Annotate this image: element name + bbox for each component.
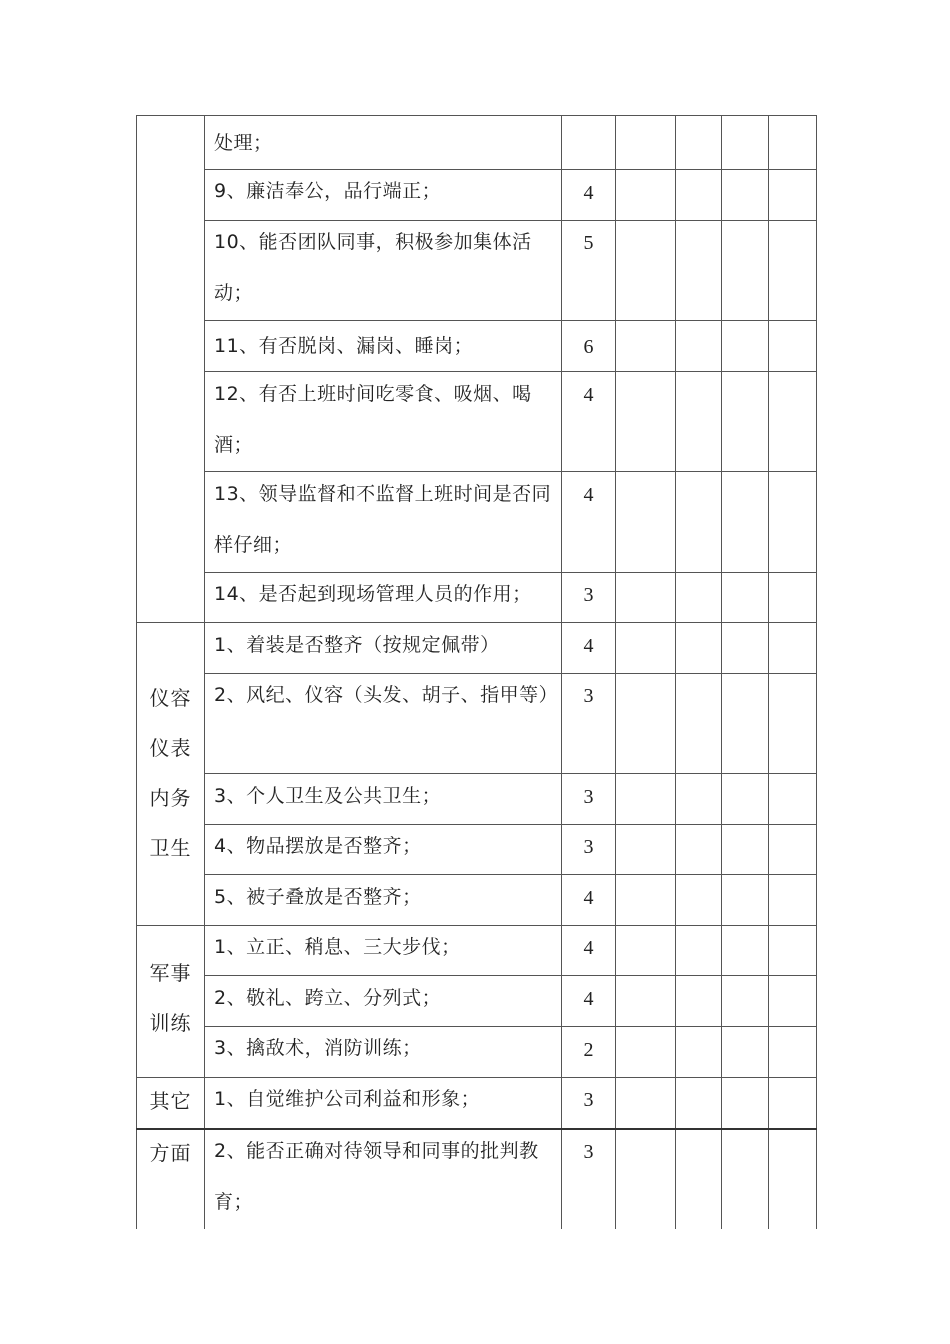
item-text: 10、能否团队同事，积极参加集体活动； xyxy=(214,231,532,304)
item-text: 1、立正、稍息、三大步伐； xyxy=(214,936,461,958)
category-other: 其它 xyxy=(149,1089,192,1113)
score-value: 5 xyxy=(583,232,594,254)
score-value: 4 xyxy=(583,484,594,506)
item-text: 12、有否上班时间吃零食、吸烟、喝酒； xyxy=(214,383,532,456)
score-value: 4 xyxy=(583,182,594,204)
column-divider xyxy=(721,115,722,1229)
item-text: 2、风纪、仪容（头发、胡子、指甲等） xyxy=(214,684,559,706)
score-value: 3 xyxy=(583,685,594,707)
score-value: 4 xyxy=(583,937,594,959)
score-value: 4 xyxy=(583,988,594,1010)
item-text: 1、自觉维护公司利益和形象； xyxy=(214,1088,481,1110)
score-value: 3 xyxy=(583,1089,594,1111)
column-divider xyxy=(768,115,769,1229)
score-divider xyxy=(615,115,616,1229)
item-text: 4、物品摆放是否整齐； xyxy=(214,835,422,857)
item-text: 2、能否正确对待领导和同事的批判教育； xyxy=(214,1140,539,1213)
category-divider xyxy=(204,115,205,1229)
item-text: 13、领导监督和不监督上班时间是否同样仔细； xyxy=(214,483,552,556)
category-appearance-hygiene: 仪容 仪表 内务 卫生 xyxy=(149,686,192,860)
item-text: 11、有否脱岗、漏岗、睡岗； xyxy=(214,335,474,357)
item-text: 9、廉洁奉公，品行端正； xyxy=(214,180,442,202)
table-border-right xyxy=(816,115,817,1229)
score-value: 3 xyxy=(583,1141,594,1163)
score-value: 3 xyxy=(583,584,594,606)
score-value: 2 xyxy=(583,1039,594,1061)
score-value: 6 xyxy=(583,336,594,358)
item-text: 2、敬礼、跨立、分列式； xyxy=(214,987,442,1009)
score-value: 3 xyxy=(583,786,594,808)
item-text: 1、着装是否整齐（按规定佩带） xyxy=(214,634,500,656)
category-aspects: 方面 xyxy=(149,1141,192,1165)
score-value: 3 xyxy=(583,836,594,858)
category-cell xyxy=(137,116,204,621)
item-text: 3、个人卫生及公共卫生； xyxy=(214,785,442,807)
column-divider xyxy=(675,115,676,1229)
item-text: 14、是否起到现场管理人员的作用； xyxy=(214,583,532,605)
score-value: 4 xyxy=(583,384,594,406)
category-military-training: 军事 训练 xyxy=(149,961,192,1035)
score-value: 4 xyxy=(583,635,594,657)
item-text: 5、被子叠放是否整齐； xyxy=(214,886,422,908)
item-text: 处理； xyxy=(214,132,273,154)
score-value: 4 xyxy=(583,887,594,909)
item-text: 3、擒敌术，消防训练； xyxy=(214,1037,422,1059)
table-border-top xyxy=(136,115,817,116)
